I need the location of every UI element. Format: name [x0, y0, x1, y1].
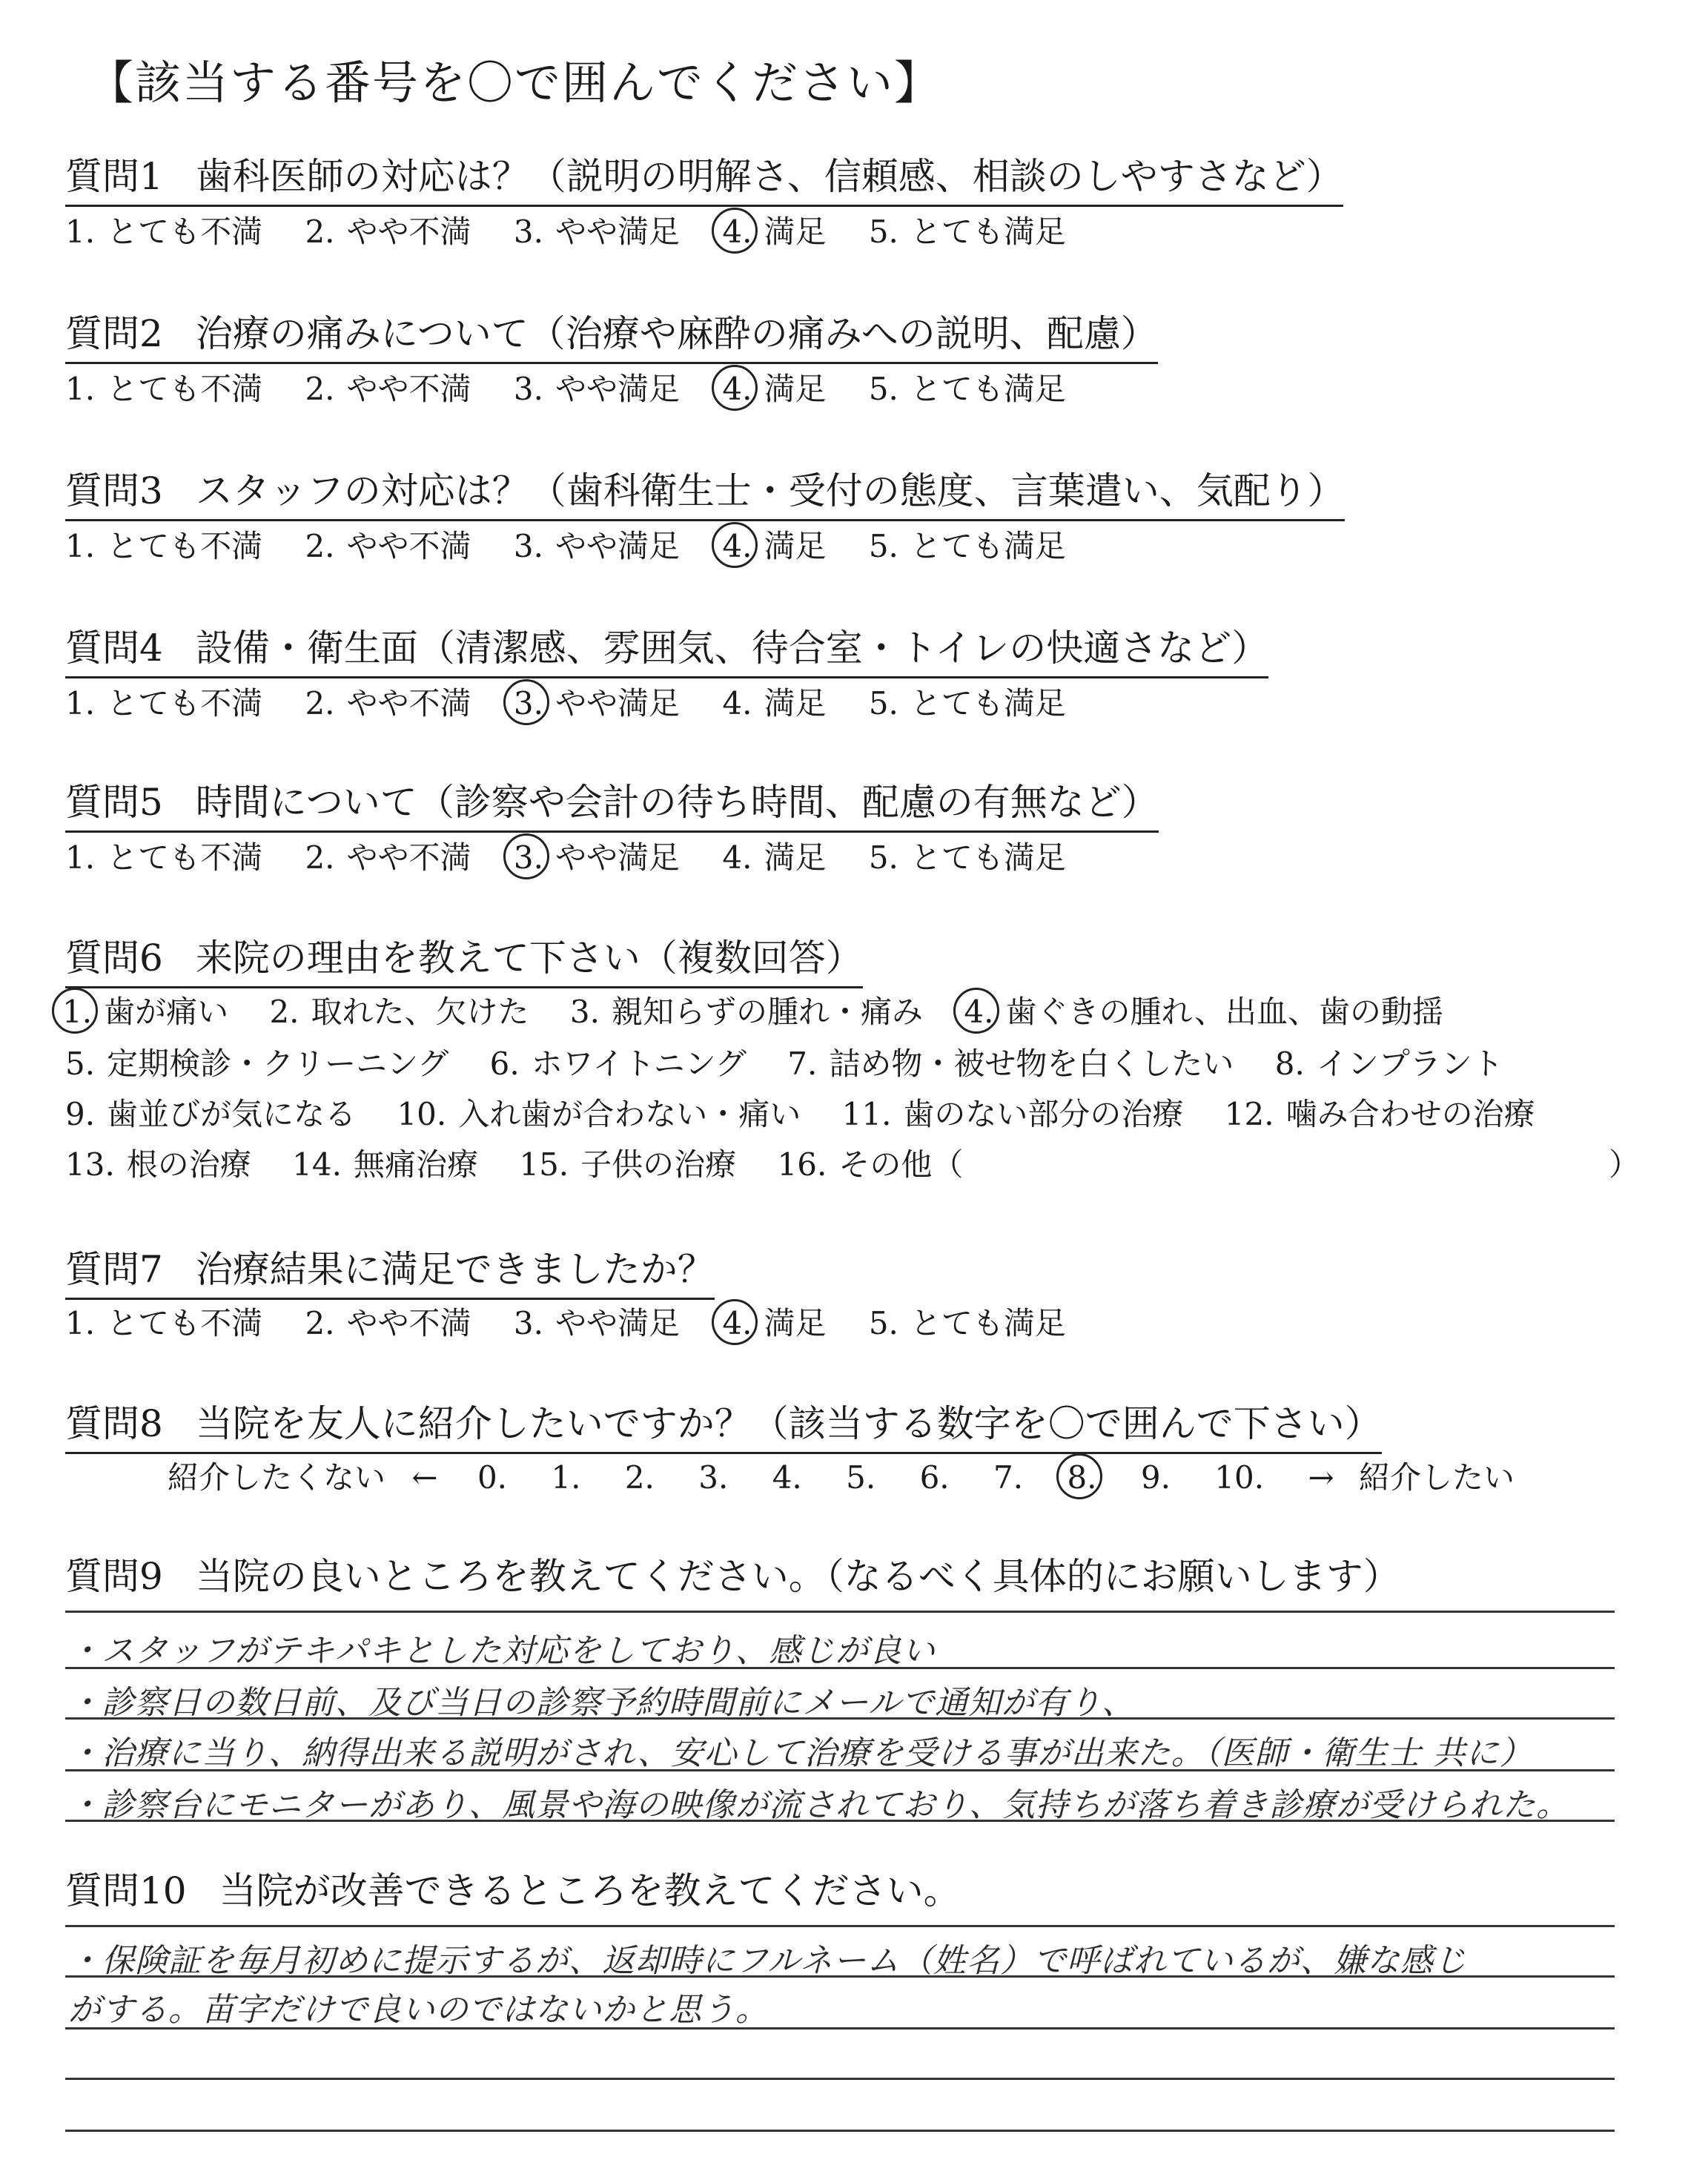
question-10: [65, 1861, 961, 1919]
option-2[interactable]: 2. やや不満: [305, 371, 471, 407]
question-text: 時間について（診察や会計の待ち時間、配慮の有無など）: [195, 781, 1159, 824]
question-3: [65, 461, 1345, 521]
answer-line: [65, 1667, 1615, 1669]
question-number: 質問2: [65, 312, 163, 355]
option-2[interactable]: 2. やや不満: [305, 214, 471, 250]
question-10-heading: [65, 1861, 961, 1919]
reason-3[interactable]: 3. 親知らずの腫れ・痛み: [569, 994, 923, 1030]
question-4-options: [65, 679, 1099, 724]
option-5[interactable]: 5. とても満足: [868, 214, 1066, 250]
question-7-options: [65, 1299, 1099, 1344]
question-number: 質問9: [65, 1555, 163, 1598]
option-4-selected[interactable]: 4. 満足: [722, 371, 827, 407]
recommend-scale: [168, 1453, 1549, 1498]
answer-line: [65, 2130, 1615, 2132]
good-point-1[interactable]: ・スタッフがテキパキとした対応をしており、感じが良い: [68, 1632, 936, 1670]
answer-line: [65, 1925, 1615, 1927]
question-7: [65, 1240, 715, 1300]
option-2[interactable]: 2. やや不満: [305, 1305, 471, 1341]
scale-8-selected[interactable]: 8.: [1067, 1459, 1097, 1496]
question-9-heading: [65, 1547, 1400, 1605]
option-2[interactable]: 2. やや不満: [305, 685, 471, 721]
answer-line: [65, 1769, 1615, 1771]
scale-9[interactable]: 9.: [1140, 1459, 1171, 1496]
question-text: 設備・衛生面（清潔感、雰囲気、待合室・トイレの快適さなど）: [195, 627, 1269, 670]
question-5: [65, 773, 1159, 833]
question-7-heading: [65, 1240, 715, 1300]
scale-10[interactable]: 10.: [1214, 1459, 1265, 1496]
question-number: 質問8: [65, 1402, 163, 1445]
question-2-heading: [65, 304, 1158, 364]
reasons-row-2: [65, 1040, 1535, 1084]
question-text: 歯科医師の対応は？（説明の明解さ、信頼感、相談のしやすさなど）: [195, 155, 1343, 198]
scale-3[interactable]: 3.: [698, 1459, 729, 1496]
good-point-2[interactable]: ・診察日の数日前、及び当日の診察予約時間前にメールで通知が有り、: [68, 1684, 1136, 1722]
question-8: [65, 1394, 1382, 1454]
scale-5[interactable]: 5.: [846, 1459, 876, 1496]
question-3-options: [65, 522, 1099, 567]
reason-16[interactable]: 16. その他（: [777, 1146, 964, 1183]
question-6: [65, 928, 863, 988]
question-6-heading: [65, 928, 863, 988]
option-1[interactable]: 1. とても不満: [65, 528, 263, 564]
question-2-options: [65, 365, 1099, 409]
reason-4-selected[interactable]: 4. 歯ぐきの腫れ、出血、歯の動揺: [964, 994, 1443, 1030]
question-text: 当院を友人に紹介したいですか？（該当する数字を〇で囲んで下さい）: [195, 1402, 1382, 1445]
option-1[interactable]: 1. とても不満: [65, 685, 263, 721]
reason-7[interactable]: 7. 詰め物・被せ物を白くしたい: [787, 1046, 1234, 1082]
option-5[interactable]: 5. とても満足: [868, 839, 1066, 876]
reason-1-selected[interactable]: 1. 歯が痛い: [62, 994, 229, 1030]
good-point-4[interactable]: ・診察台にモニターがあり、風景や海の映像が流されており、気持ちが落ち着き診療が受けられた。: [68, 1786, 1569, 1824]
reason-2[interactable]: 2. 取れた、欠けた: [269, 994, 529, 1030]
reason-15[interactable]: 15. 子供の治療: [519, 1146, 737, 1183]
question-8-heading: [65, 1394, 1382, 1454]
scale-6[interactable]: 6.: [919, 1459, 950, 1496]
scale-1[interactable]: 1.: [551, 1459, 581, 1496]
question-text: 治療の痛みについて（治療や麻酔の痛みへの説明、配慮）: [195, 312, 1158, 355]
question-3-heading: [65, 461, 1345, 521]
option-2[interactable]: 2. やや不満: [305, 528, 471, 564]
question-number: 質問1: [65, 155, 163, 198]
reason-14[interactable]: 14. 無痛治療: [292, 1146, 478, 1183]
option-3[interactable]: 3. やや満足: [513, 1305, 680, 1341]
question-text: 治療結果に満足できましたか？: [195, 1248, 715, 1291]
option-3[interactable]: 3. やや満足: [513, 214, 680, 250]
right-arrow: →: [1308, 1459, 1334, 1496]
reason-12[interactable]: 12. 噛み合わせの治療: [1224, 1096, 1535, 1132]
question-text: 当院の良いところを教えてください。（なるべく具体的にお願いします）: [195, 1555, 1400, 1598]
improvement-2[interactable]: がする。苗字だけで良いのではないかと思う。: [68, 1991, 769, 2029]
question-1-heading: [65, 147, 1343, 207]
reason-11[interactable]: 11. 歯のない部分の治療: [841, 1096, 1184, 1132]
scale-left-label: 紹介したくない: [168, 1459, 386, 1496]
scale-2[interactable]: 2.: [624, 1459, 655, 1496]
option-5[interactable]: 5. とても満足: [868, 371, 1066, 407]
question-number: 質問4: [65, 627, 163, 670]
option-4[interactable]: 4. 満足: [722, 839, 827, 876]
option-3[interactable]: 3. やや満足: [513, 371, 680, 407]
option-3[interactable]: 3. やや満足: [513, 528, 680, 564]
option-3-selected[interactable]: 3. やや満足: [513, 839, 680, 876]
question-number: 質問10: [65, 1869, 187, 1912]
question-number: 質問7: [65, 1248, 163, 1291]
option-2[interactable]: 2. やや不満: [305, 839, 471, 876]
page-title: 【該当する番号を〇で囲んでください】: [87, 56, 942, 110]
answer-line: [65, 1717, 1615, 1720]
option-1[interactable]: 1. とても不満: [65, 214, 263, 250]
reason-6[interactable]: 6. ホワイトニング: [489, 1046, 747, 1082]
question-number: 質問5: [65, 781, 163, 824]
answer-line: [65, 1820, 1615, 1822]
scale-right-label: 紹介したい: [1359, 1459, 1515, 1496]
option-5[interactable]: 5. とても満足: [868, 1305, 1066, 1341]
question-number: 質問3: [65, 469, 163, 512]
reason-13[interactable]: 13. 根の治療: [65, 1146, 251, 1183]
option-1[interactable]: 1. とても不満: [65, 371, 263, 407]
question-1-options: [65, 208, 1099, 252]
answer-line: [65, 2078, 1615, 2080]
question-number: 質問6: [65, 937, 163, 980]
question-2: [65, 304, 1158, 364]
option-4-selected[interactable]: 4. 満足: [722, 1305, 827, 1341]
option-3-selected[interactable]: 3. やや満足: [513, 685, 680, 721]
improvement-1[interactable]: ・保険証を毎月初めに提示するが、返却時にフルネーム（姓名）で呼ばれているが、嫌な感じ: [68, 1942, 1467, 1980]
reason-10[interactable]: 10. 入れ歯が合わない・痛い: [397, 1096, 801, 1132]
reasons-row-4: [65, 1140, 1644, 1185]
reasons-row-1: [62, 988, 1474, 1032]
option-1[interactable]: 1. とても不満: [65, 839, 263, 876]
scale-4[interactable]: 4.: [772, 1459, 802, 1496]
other-close-paren: ）: [1609, 1146, 1641, 1183]
question-text: 来院の理由を教えて下さい（複数回答）: [195, 937, 863, 980]
good-point-3[interactable]: ・治療に当り、納得出来る説明がされ、安心して治療を受ける事が出来た。（医師・衛生士 共に）: [68, 1734, 1533, 1772]
reason-5[interactable]: 5. 定期検診・クリーニング: [65, 1046, 449, 1082]
question-4-heading: [65, 618, 1268, 678]
option-4-selected[interactable]: 4. 満足: [722, 214, 827, 250]
question-5-options: [65, 833, 1099, 878]
question-5-heading: [65, 773, 1159, 833]
option-4[interactable]: 4. 満足: [722, 685, 827, 721]
question-text: スタッフの対応は？（歯科衛生士・受付の態度、言葉遣い、気配り）: [195, 469, 1345, 512]
reasons-row-3: [65, 1090, 1566, 1135]
reason-9[interactable]: 9. 歯並びが気になる: [65, 1096, 357, 1132]
answer-line: [65, 1611, 1615, 1613]
scale-7[interactable]: 7.: [993, 1459, 1024, 1496]
question-1: [65, 147, 1343, 207]
question-4: [65, 618, 1268, 678]
option-4-selected[interactable]: 4. 満足: [722, 528, 827, 564]
question-text: 当院が改善できるところを教えてください。: [219, 1869, 961, 1912]
left-arrow: ←: [411, 1459, 438, 1496]
answer-line: [65, 1975, 1615, 1978]
question-9: [65, 1547, 1400, 1605]
reason-8[interactable]: 8. インプラント: [1274, 1046, 1503, 1082]
option-5[interactable]: 5. とても満足: [868, 528, 1066, 564]
scale-0[interactable]: 0.: [477, 1459, 508, 1496]
option-1[interactable]: 1. とても不満: [65, 1305, 263, 1341]
answer-line: [65, 2027, 1615, 2029]
option-5[interactable]: 5. とても満足: [868, 685, 1066, 721]
